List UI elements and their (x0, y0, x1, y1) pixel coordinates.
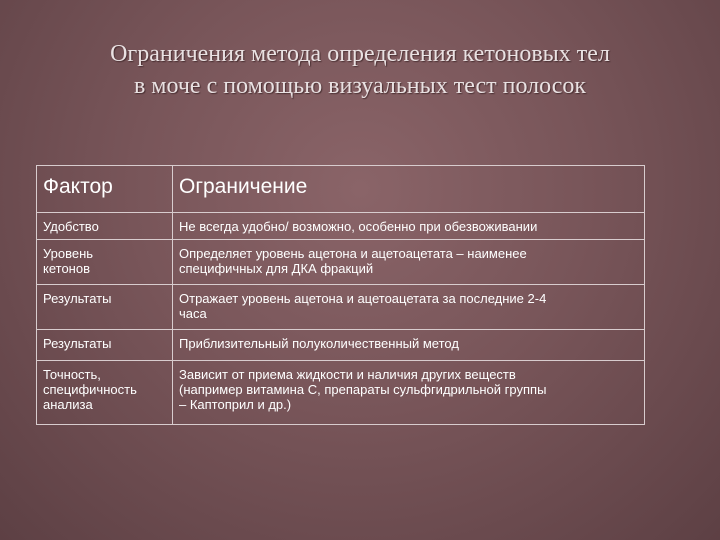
cell-line: Приблизительный полуколичественный метод (179, 336, 459, 351)
table-row (37, 213, 645, 240)
slide-title-line-1: Ограничения метода определения кетоновых тел (110, 41, 610, 67)
cell-line: Точность, (43, 367, 101, 382)
header-factor: Фактор (37, 166, 173, 213)
cell-line: Результаты (43, 336, 112, 351)
table-row (37, 361, 645, 425)
header-limitation: Ограничение (173, 166, 645, 213)
slide-title (0, 38, 720, 102)
cell-line: кетонов (43, 261, 90, 276)
cell-line: анализа (43, 397, 93, 412)
factor-cell (37, 361, 173, 425)
cell-line: – Каптоприл и др.) (179, 397, 292, 412)
cell-line: Определяет уровень ацетона и ацетоацетата – наименее (179, 246, 527, 261)
limitation-cell (173, 330, 645, 361)
table-row (37, 240, 645, 285)
limitation-cell (173, 213, 645, 240)
cell-line: (например витамина С, препараты сульфгидрильной группы (179, 382, 547, 397)
table-row (37, 330, 645, 361)
table-row (37, 285, 645, 330)
limitations-table (36, 165, 645, 425)
limitation-cell (173, 240, 645, 285)
cell-line: специфичных для ДКА фракций (179, 261, 374, 276)
limitation-cell (173, 361, 645, 425)
cell-line: Результаты (43, 291, 112, 306)
limitation-cell (173, 285, 645, 330)
table-header-row (37, 166, 645, 213)
cell-line: Удобство (43, 219, 99, 234)
cell-line: Отражает уровень ацетона и ацетоацетата за последние 2-4 (179, 291, 547, 306)
cell-line: Уровень (43, 246, 94, 261)
cell-line: Зависит от приема жидкости и наличия других веществ (179, 367, 516, 382)
cell-line: Не всегда удобно/ возможно, особенно при обезвоживании (179, 219, 538, 234)
slide-title-line-2: в моче с помощью визуальных тест полосок (133, 73, 587, 99)
factor-cell (37, 240, 173, 285)
cell-line: часа (179, 306, 207, 321)
factor-cell (37, 330, 173, 361)
cell-line: специфичность (43, 382, 137, 397)
factor-cell (37, 213, 173, 240)
factor-cell (37, 285, 173, 330)
